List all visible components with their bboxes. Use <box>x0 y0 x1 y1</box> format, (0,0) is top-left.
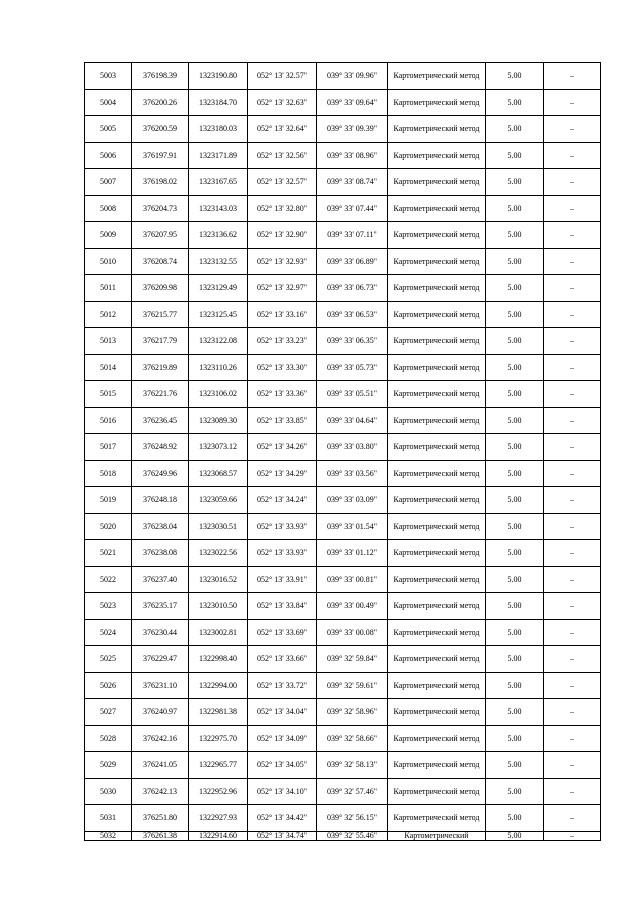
table-row <box>85 778 601 805</box>
note-cell: – <box>544 63 601 90</box>
y-coordinate-cell: 1323167.65 <box>189 169 248 196</box>
x-coordinate-cell: 376248.18 <box>132 487 189 514</box>
point-number-cell: 5031 <box>85 805 132 832</box>
note-cell: – <box>544 222 601 249</box>
table-row <box>85 699 601 726</box>
table-row <box>85 619 601 646</box>
y-coordinate-cell: 1323184.70 <box>189 89 248 116</box>
table-row <box>85 89 601 116</box>
method-cell: Картометрический метод <box>388 195 486 222</box>
y-coordinate-cell: 1323002.81 <box>189 619 248 646</box>
method-cell: Картометрический метод <box>388 328 486 355</box>
accuracy-cell: 5.00 <box>486 434 544 461</box>
longitude-cell: 039° 33' 05.73" <box>317 354 388 381</box>
note-cell: – <box>544 301 601 328</box>
y-coordinate-cell: 1322994.00 <box>189 672 248 699</box>
table-row <box>85 540 601 567</box>
latitude-cell: 052° 13' 32.57" <box>248 63 317 90</box>
point-number-cell: 5029 <box>85 752 132 779</box>
point-number-cell: 5006 <box>85 142 132 169</box>
y-coordinate-cell: 1323059.66 <box>189 487 248 514</box>
point-number-cell: 5011 <box>85 275 132 302</box>
point-number-cell: 5024 <box>85 619 132 646</box>
y-coordinate-cell: 1323010.50 <box>189 593 248 620</box>
table-row <box>85 752 601 779</box>
latitude-cell: 052° 13' 34.42" <box>248 805 317 832</box>
accuracy-cell: 5.00 <box>486 89 544 116</box>
note-cell: – <box>544 619 601 646</box>
y-coordinate-cell: 1322965.77 <box>189 752 248 779</box>
latitude-cell: 052° 13' 32.57" <box>248 169 317 196</box>
x-coordinate-cell: 376261.38 <box>132 831 189 840</box>
longitude-cell: 039° 32' 58.96" <box>317 699 388 726</box>
latitude-cell: 052° 13' 33.36" <box>248 381 317 408</box>
longitude-cell: 039° 33' 06.35" <box>317 328 388 355</box>
latitude-cell: 052° 13' 33.69" <box>248 619 317 646</box>
method-cell: Картометрический метод <box>388 169 486 196</box>
table-row <box>85 195 601 222</box>
x-coordinate-cell: 376221.76 <box>132 381 189 408</box>
accuracy-cell: 5.00 <box>486 275 544 302</box>
note-cell: – <box>544 407 601 434</box>
note-cell: – <box>544 725 601 752</box>
note-cell: – <box>544 752 601 779</box>
y-coordinate-cell: 1323190.80 <box>189 63 248 90</box>
latitude-cell: 052° 13' 33.91" <box>248 566 317 593</box>
table-row <box>85 593 601 620</box>
x-coordinate-cell: 376207.95 <box>132 222 189 249</box>
y-coordinate-cell: 1322975.70 <box>189 725 248 752</box>
point-number-cell: 5004 <box>85 89 132 116</box>
longitude-cell: 039° 33' 03.56" <box>317 460 388 487</box>
accuracy-cell: 5.00 <box>486 248 544 275</box>
x-coordinate-cell: 376198.39 <box>132 63 189 90</box>
y-coordinate-cell: 1323016.52 <box>189 566 248 593</box>
y-coordinate-cell: 1323122.08 <box>189 328 248 355</box>
point-number-cell: 5022 <box>85 566 132 593</box>
accuracy-cell: 5.00 <box>486 116 544 143</box>
accuracy-cell: 5.00 <box>486 805 544 832</box>
longitude-cell: 039° 33' 04.64" <box>317 407 388 434</box>
table-body <box>85 63 601 841</box>
accuracy-cell: 5.00 <box>486 407 544 434</box>
accuracy-cell: 5.00 <box>486 301 544 328</box>
point-number-cell: 5015 <box>85 381 132 408</box>
accuracy-cell: 5.00 <box>486 222 544 249</box>
note-cell: – <box>544 195 601 222</box>
method-cell: Картометрический метод <box>388 566 486 593</box>
point-number-cell: 5012 <box>85 301 132 328</box>
method-cell: Картометрический метод <box>388 407 486 434</box>
x-coordinate-cell: 376219.89 <box>132 354 189 381</box>
longitude-cell: 039° 33' 07.11" <box>317 222 388 249</box>
y-coordinate-cell: 1323089.30 <box>189 407 248 434</box>
point-number-cell: 5017 <box>85 434 132 461</box>
x-coordinate-cell: 376235.17 <box>132 593 189 620</box>
y-coordinate-cell: 1323129.49 <box>189 275 248 302</box>
x-coordinate-cell: 376238.04 <box>132 513 189 540</box>
point-number-cell: 5013 <box>85 328 132 355</box>
latitude-cell: 052° 13' 33.93" <box>248 540 317 567</box>
latitude-cell: 052° 13' 32.80" <box>248 195 317 222</box>
longitude-cell: 039° 33' 06.73" <box>317 275 388 302</box>
method-cell: Картометрический метод <box>388 381 486 408</box>
longitude-cell: 039° 33' 01.54" <box>317 513 388 540</box>
note-cell: – <box>544 169 601 196</box>
note-cell: – <box>544 513 601 540</box>
table-row <box>85 460 601 487</box>
note-cell: – <box>544 487 601 514</box>
x-coordinate-cell: 376248.92 <box>132 434 189 461</box>
note-cell: – <box>544 275 601 302</box>
point-number-cell: 5010 <box>85 248 132 275</box>
y-coordinate-cell: 1323030.51 <box>189 513 248 540</box>
coordinates-table <box>84 62 601 841</box>
method-cell: Картометрический метод <box>388 487 486 514</box>
y-coordinate-cell: 1322952.96 <box>189 778 248 805</box>
note-cell: – <box>544 778 601 805</box>
x-coordinate-cell: 376238.08 <box>132 540 189 567</box>
accuracy-cell: 5.00 <box>486 540 544 567</box>
longitude-cell: 039° 33' 03.09" <box>317 487 388 514</box>
note-cell: – <box>544 460 601 487</box>
table-row <box>85 646 601 673</box>
x-coordinate-cell: 376231.10 <box>132 672 189 699</box>
method-cell: Картометрический метод <box>388 725 486 752</box>
accuracy-cell: 5.00 <box>486 354 544 381</box>
longitude-cell: 039° 32' 58.13" <box>317 752 388 779</box>
method-cell: Картометрический метод <box>388 699 486 726</box>
method-cell: Картометрический <box>388 831 486 840</box>
method-cell: Картометрический метод <box>388 275 486 302</box>
longitude-cell: 039° 33' 01.12" <box>317 540 388 567</box>
x-coordinate-cell: 376230.44 <box>132 619 189 646</box>
table-row <box>85 805 601 832</box>
method-cell: Картометрический метод <box>388 301 486 328</box>
point-number-cell: 5028 <box>85 725 132 752</box>
y-coordinate-cell: 1322998.40 <box>189 646 248 673</box>
note-cell: – <box>544 142 601 169</box>
x-coordinate-cell: 376242.16 <box>132 725 189 752</box>
latitude-cell: 052° 13' 34.74" <box>248 831 317 840</box>
latitude-cell: 052° 13' 34.26" <box>248 434 317 461</box>
point-number-cell: 5009 <box>85 222 132 249</box>
method-cell: Картометрический метод <box>388 248 486 275</box>
note-cell: – <box>544 434 601 461</box>
x-coordinate-cell: 376217.79 <box>132 328 189 355</box>
x-coordinate-cell: 376198.02 <box>132 169 189 196</box>
latitude-cell: 052° 13' 32.64" <box>248 116 317 143</box>
x-coordinate-cell: 376236.45 <box>132 407 189 434</box>
table-row <box>85 381 601 408</box>
latitude-cell: 052° 13' 34.10" <box>248 778 317 805</box>
method-cell: Картометрический метод <box>388 619 486 646</box>
accuracy-cell: 5.00 <box>486 672 544 699</box>
note-cell: – <box>544 89 601 116</box>
accuracy-cell: 5.00 <box>486 619 544 646</box>
method-cell: Картометрический метод <box>388 805 486 832</box>
longitude-cell: 039° 33' 08.74" <box>317 169 388 196</box>
longitude-cell: 039° 33' 08.96" <box>317 142 388 169</box>
longitude-cell: 039° 33' 06.89" <box>317 248 388 275</box>
accuracy-cell: 5.00 <box>486 381 544 408</box>
note-cell: – <box>544 116 601 143</box>
y-coordinate-cell: 1323125.45 <box>189 301 248 328</box>
longitude-cell: 039° 33' 00.08" <box>317 619 388 646</box>
point-number-cell: 5016 <box>85 407 132 434</box>
x-coordinate-cell: 376229.47 <box>132 646 189 673</box>
y-coordinate-cell: 1323136.62 <box>189 222 248 249</box>
y-coordinate-cell: 1322914.60 <box>189 831 248 840</box>
table-row <box>85 142 601 169</box>
accuracy-cell: 5.00 <box>486 566 544 593</box>
longitude-cell: 039° 32' 58.66" <box>317 725 388 752</box>
table-row <box>85 63 601 90</box>
table-row <box>85 725 601 752</box>
table-row <box>85 354 601 381</box>
y-coordinate-cell: 1323022.56 <box>189 540 248 567</box>
y-coordinate-cell: 1323143.03 <box>189 195 248 222</box>
accuracy-cell: 5.00 <box>486 699 544 726</box>
method-cell: Картометрический метод <box>388 646 486 673</box>
x-coordinate-cell: 376241.05 <box>132 752 189 779</box>
method-cell: Картометрический метод <box>388 513 486 540</box>
y-coordinate-cell: 1323180.03 <box>189 116 248 143</box>
latitude-cell: 052° 13' 32.97" <box>248 275 317 302</box>
accuracy-cell: 5.00 <box>486 593 544 620</box>
method-cell: Картометрический метод <box>388 672 486 699</box>
point-number-cell: 5032 <box>85 831 132 840</box>
y-coordinate-cell: 1323073.12 <box>189 434 248 461</box>
table-row <box>85 248 601 275</box>
table-row <box>85 222 601 249</box>
longitude-cell: 039° 33' 05.51" <box>317 381 388 408</box>
accuracy-cell: 5.00 <box>486 63 544 90</box>
latitude-cell: 052° 13' 32.90" <box>248 222 317 249</box>
note-cell: – <box>544 699 601 726</box>
table-row <box>85 566 601 593</box>
longitude-cell: 039° 32' 57.46" <box>317 778 388 805</box>
latitude-cell: 052° 13' 34.09" <box>248 725 317 752</box>
longitude-cell: 039° 33' 07.44" <box>317 195 388 222</box>
y-coordinate-cell: 1323132.55 <box>189 248 248 275</box>
note-cell: – <box>544 354 601 381</box>
longitude-cell: 039° 33' 06.53" <box>317 301 388 328</box>
longitude-cell: 039° 32' 55.46" <box>317 831 388 840</box>
longitude-cell: 039° 33' 00.49" <box>317 593 388 620</box>
accuracy-cell: 5.00 <box>486 752 544 779</box>
x-coordinate-cell: 376249.96 <box>132 460 189 487</box>
method-cell: Картометрический метод <box>388 222 486 249</box>
table-row <box>85 831 601 840</box>
method-cell: Картометрический метод <box>388 752 486 779</box>
longitude-cell: 039° 33' 03.80" <box>317 434 388 461</box>
longitude-cell: 039° 32' 59.61" <box>317 672 388 699</box>
point-number-cell: 5005 <box>85 116 132 143</box>
table-row <box>85 434 601 461</box>
point-number-cell: 5014 <box>85 354 132 381</box>
note-cell: – <box>544 593 601 620</box>
longitude-cell: 039° 33' 09.39" <box>317 116 388 143</box>
x-coordinate-cell: 376242.13 <box>132 778 189 805</box>
note-cell: – <box>544 381 601 408</box>
method-cell: Картометрический метод <box>388 434 486 461</box>
accuracy-cell: 5.00 <box>486 513 544 540</box>
table-row <box>85 487 601 514</box>
accuracy-cell: 5.00 <box>486 487 544 514</box>
x-coordinate-cell: 376237.40 <box>132 566 189 593</box>
point-number-cell: 5003 <box>85 63 132 90</box>
longitude-cell: 039° 33' 09.96" <box>317 63 388 90</box>
latitude-cell: 052° 13' 34.24" <box>248 487 317 514</box>
latitude-cell: 052° 13' 34.05" <box>248 752 317 779</box>
method-cell: Картометрический метод <box>388 593 486 620</box>
latitude-cell: 052° 13' 34.29" <box>248 460 317 487</box>
point-number-cell: 5019 <box>85 487 132 514</box>
y-coordinate-cell: 1323110.26 <box>189 354 248 381</box>
point-number-cell: 5008 <box>85 195 132 222</box>
table-row <box>85 301 601 328</box>
table-row <box>85 513 601 540</box>
latitude-cell: 052° 13' 33.72" <box>248 672 317 699</box>
longitude-cell: 039° 33' 00.81" <box>317 566 388 593</box>
point-number-cell: 5018 <box>85 460 132 487</box>
latitude-cell: 052° 13' 33.23" <box>248 328 317 355</box>
table-row <box>85 116 601 143</box>
y-coordinate-cell: 1322927.93 <box>189 805 248 832</box>
x-coordinate-cell: 376200.26 <box>132 89 189 116</box>
y-coordinate-cell: 1322981.38 <box>189 699 248 726</box>
table-row <box>85 328 601 355</box>
note-cell: – <box>544 540 601 567</box>
latitude-cell: 052° 13' 33.85" <box>248 407 317 434</box>
table-row <box>85 169 601 196</box>
latitude-cell: 052° 13' 33.84" <box>248 593 317 620</box>
table-row <box>85 407 601 434</box>
y-coordinate-cell: 1323106.02 <box>189 381 248 408</box>
point-number-cell: 5025 <box>85 646 132 673</box>
latitude-cell: 052° 13' 32.56" <box>248 142 317 169</box>
latitude-cell: 052° 13' 33.93" <box>248 513 317 540</box>
x-coordinate-cell: 376197.91 <box>132 142 189 169</box>
accuracy-cell: 5.00 <box>486 328 544 355</box>
note-cell: – <box>544 805 601 832</box>
note-cell: – <box>544 646 601 673</box>
accuracy-cell: 5.00 <box>486 646 544 673</box>
note-cell: – <box>544 566 601 593</box>
x-coordinate-cell: 376215.77 <box>132 301 189 328</box>
point-number-cell: 5027 <box>85 699 132 726</box>
x-coordinate-cell: 376251.80 <box>132 805 189 832</box>
note-cell: – <box>544 831 601 840</box>
method-cell: Картометрический метод <box>388 778 486 805</box>
method-cell: Картометрический метод <box>388 116 486 143</box>
point-number-cell: 5021 <box>85 540 132 567</box>
accuracy-cell: 5.00 <box>486 778 544 805</box>
table-row <box>85 672 601 699</box>
accuracy-cell: 5.00 <box>486 460 544 487</box>
latitude-cell: 052° 13' 34.04" <box>248 699 317 726</box>
longitude-cell: 039° 32' 59.84" <box>317 646 388 673</box>
latitude-cell: 052° 13' 32.93" <box>248 248 317 275</box>
note-cell: – <box>544 672 601 699</box>
method-cell: Картометрический метод <box>388 142 486 169</box>
x-coordinate-cell: 376204.73 <box>132 195 189 222</box>
note-cell: – <box>544 328 601 355</box>
point-number-cell: 5026 <box>85 672 132 699</box>
latitude-cell: 052° 13' 32.63" <box>248 89 317 116</box>
method-cell: Картометрический метод <box>388 63 486 90</box>
x-coordinate-cell: 376240.97 <box>132 699 189 726</box>
point-number-cell: 5030 <box>85 778 132 805</box>
y-coordinate-cell: 1323068.57 <box>189 460 248 487</box>
accuracy-cell: 5.00 <box>486 725 544 752</box>
note-cell: – <box>544 248 601 275</box>
accuracy-cell: 5.00 <box>486 195 544 222</box>
method-cell: Картометрический метод <box>388 354 486 381</box>
x-coordinate-cell: 376200.59 <box>132 116 189 143</box>
latitude-cell: 052° 13' 33.66" <box>248 646 317 673</box>
accuracy-cell: 5.00 <box>486 831 544 840</box>
point-number-cell: 5023 <box>85 593 132 620</box>
accuracy-cell: 5.00 <box>486 142 544 169</box>
longitude-cell: 039° 32' 56.15" <box>317 805 388 832</box>
table-row <box>85 275 601 302</box>
point-number-cell: 5007 <box>85 169 132 196</box>
point-number-cell: 5020 <box>85 513 132 540</box>
method-cell: Картометрический метод <box>388 540 486 567</box>
latitude-cell: 052° 13' 33.30" <box>248 354 317 381</box>
method-cell: Картометрический метод <box>388 89 486 116</box>
x-coordinate-cell: 376208.74 <box>132 248 189 275</box>
longitude-cell: 039° 33' 09.64" <box>317 89 388 116</box>
latitude-cell: 052° 13' 33.16" <box>248 301 317 328</box>
x-coordinate-cell: 376209.98 <box>132 275 189 302</box>
accuracy-cell: 5.00 <box>486 169 544 196</box>
method-cell: Картометрический метод <box>388 460 486 487</box>
y-coordinate-cell: 1323171.89 <box>189 142 248 169</box>
